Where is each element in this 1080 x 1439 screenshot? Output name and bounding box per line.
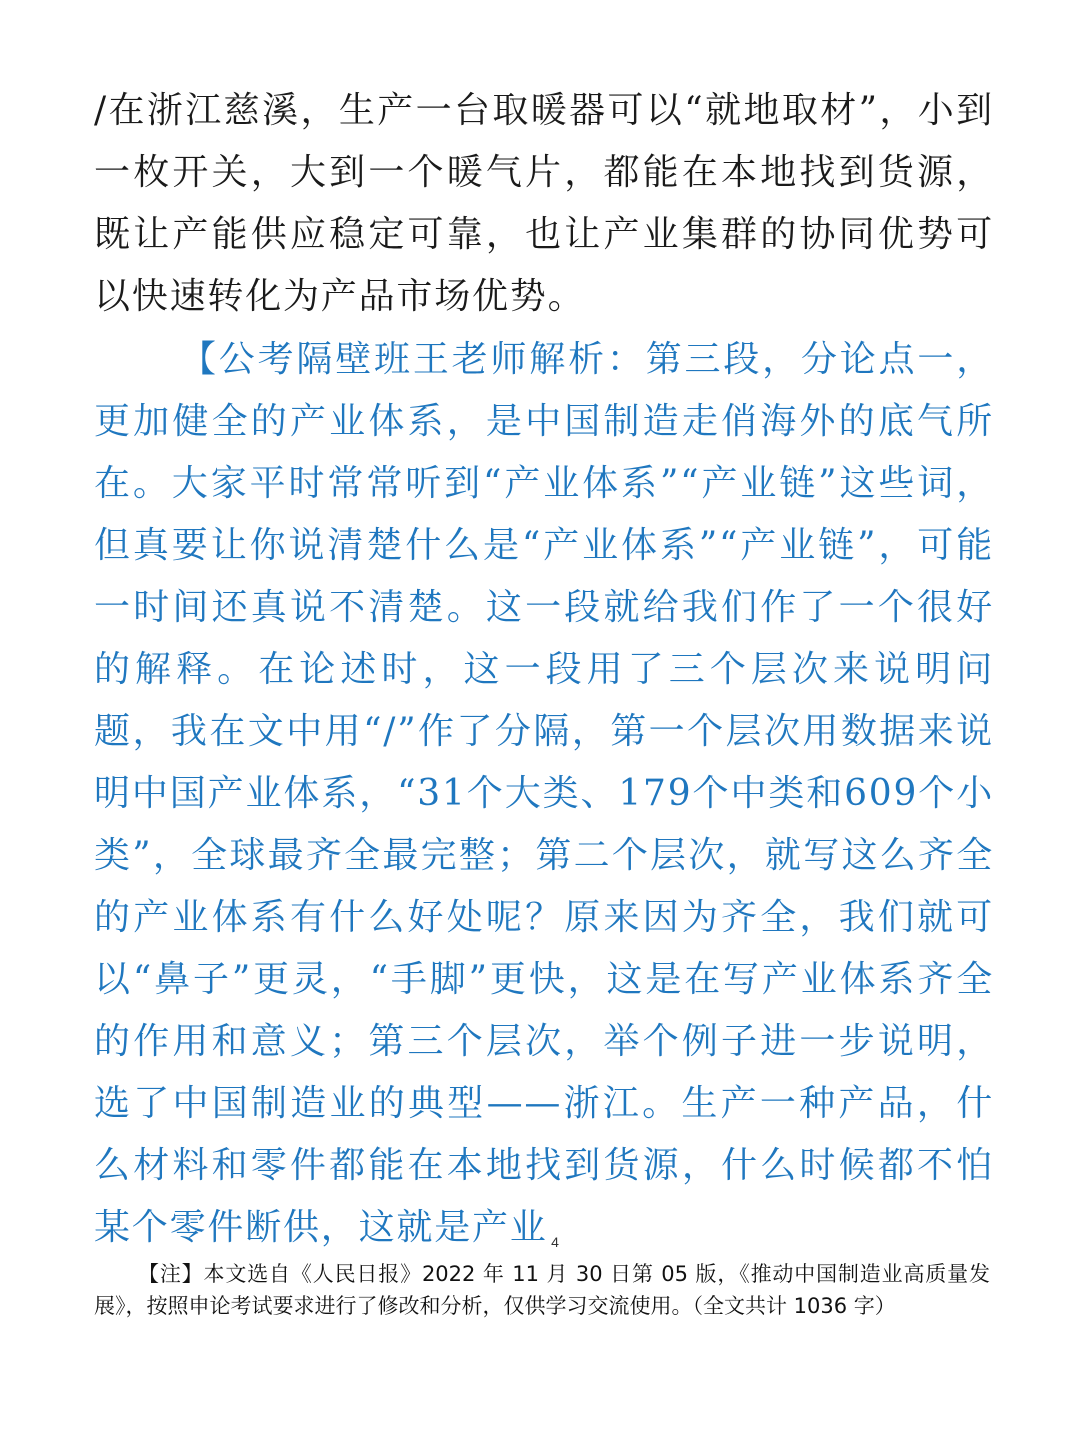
page-number: 4 bbox=[551, 1234, 559, 1250]
teacher-analysis-paragraph: 【公考隔壁班王老师解析：第三段，分论点一，更加健全的产业体系，是中国制造走俏海外的底气所在。大家平时常常听到“产业体系”“产业链”这些词，但真要让你说清楚什么是“产业体系”“产业链”，可能一时间还真说不清楚。这一段就给我们作了一个很好的解释。在论述时，这一段用了三个层次来说明问题，我在文中用“/”作了分隔，第一个层次用数据来说明中国产业体系，“31个大类、179个中类和609个小类”，全球最齐全最完整；第二个层次，就写这么齐全的产业体系有什么好处呢？原来因为齐全，我们就可以“鼻子”更灵，“手脚”更快，这是在写产业体系齐全的作用和意义；第三个层次，举个例子进一步说明，选了中国制造业的典型——浙江。生产一种产品，什么材料和零件都能在本地找到货源，什么时候都不怕某个零件断供，这就是产业 bbox=[94, 339, 994, 1248]
source-footnote: 【注】本文选自《人民日报》2022 年 11 月 30 日第 05 版，《推动中国制造业高质量发展》，按照申论考试要求进行了修改和分析，仅供学习交流使用。（全文共计 1036 字） bbox=[94, 1262, 990, 1318]
article-paragraph: /在浙江慈溪，生产一台取暖器可以“就地取材”，小到一枚开关，大到一个暖气片，都能在本地找到货源，既让产能供应稳定可靠，也让产业集群的协同优势可以快速转化为产品市场优势。 bbox=[94, 90, 994, 317]
